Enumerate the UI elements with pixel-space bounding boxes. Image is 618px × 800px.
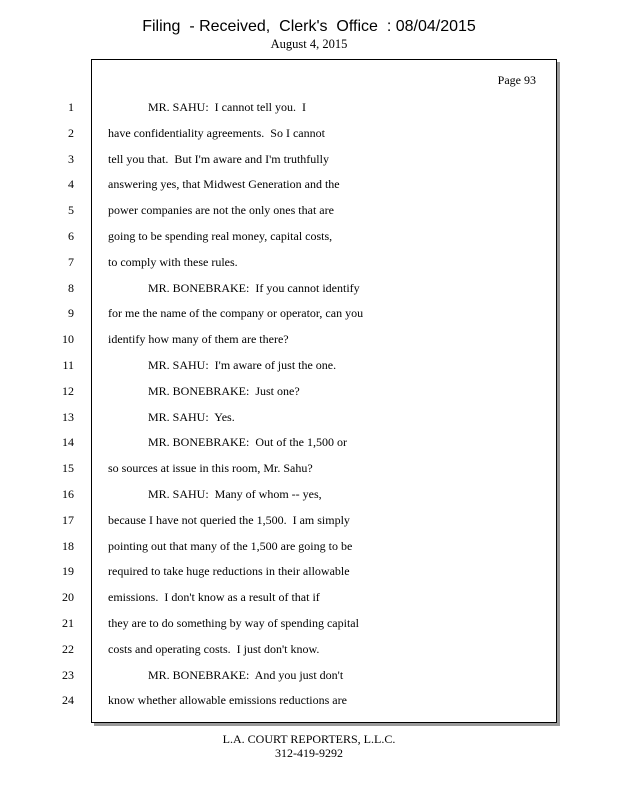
filing-stamp: Filing - Received, Clerk's Office : 08/04/2015 (142, 18, 476, 35)
line-number: 7 (68, 254, 74, 269)
reporter-phone: 312-419-9292 (275, 746, 343, 760)
reporter-company: L.A. COURT REPORTERS, L.L.C. (222, 732, 396, 746)
line-number: 10 (62, 332, 74, 347)
line-number: 13 (62, 409, 74, 424)
transcript-line (62, 326, 556, 352)
transcript-line (62, 533, 556, 559)
line-text: MR. BONEBRAKE: And you just don't (148, 667, 344, 682)
line-number: 3 (68, 151, 74, 166)
transcript-line (68, 223, 556, 249)
transcript-line (62, 378, 556, 404)
transcript-line (62, 404, 556, 430)
transcript-lines (62, 94, 556, 713)
line-text: have confidentiality agreements. So I cannot (108, 125, 325, 140)
transcript-line (68, 300, 556, 326)
line-number: 14 (62, 435, 74, 450)
line-text: identify how many of them are there? (108, 332, 289, 347)
line-text: to comply with these rules. (108, 254, 238, 269)
line-text: MR. BONEBRAKE: Out of the 1,500 or (148, 435, 347, 450)
line-text: MR. BONEBRAKE: Just one? (148, 383, 300, 398)
line-text: required to take huge reductions in their allowable (108, 564, 350, 579)
transcript-line (62, 610, 556, 636)
transcript-line (62, 507, 556, 533)
transcript-line (68, 171, 556, 197)
line-text: MR. SAHU: I cannot tell you. I (148, 100, 306, 114)
transcript-line (62, 584, 556, 610)
line-number: 16 (62, 486, 74, 501)
line-number: 2 (68, 125, 74, 140)
line-text: MR. SAHU: Yes. (148, 409, 235, 424)
transcript-line (62, 455, 556, 481)
line-number: 21 (62, 615, 74, 630)
line-number: 17 (62, 512, 74, 527)
line-number: 4 (68, 177, 74, 192)
filing-date: August 4, 2015 (270, 37, 348, 51)
line-number: 23 (62, 667, 74, 682)
line-text: because I have not queried the 1,500. I am simply (108, 512, 350, 527)
line-text: they are to do something by way of spending capital (108, 615, 359, 630)
transcript-line (62, 662, 556, 688)
transcript-line (68, 94, 556, 120)
line-text: going to be spending real money, capital costs, (108, 228, 333, 243)
line-text: pointing out that many of the 1,500 are going to be (108, 538, 353, 553)
line-number: 18 (62, 538, 74, 553)
line-number: 24 (62, 693, 74, 708)
transcript-line (68, 249, 556, 275)
line-number: 6 (68, 228, 74, 243)
line-text: tell you that. But I'm aware and I'm truthfully (108, 151, 329, 166)
transcript-line (68, 275, 556, 301)
transcript-line (62, 687, 556, 713)
transcript-line (68, 197, 556, 223)
transcript-line (62, 481, 556, 507)
transcript-line (68, 146, 556, 172)
line-text: MR. SAHU: Many of whom -- yes, (148, 486, 322, 501)
page-number: Page 93 (497, 73, 536, 87)
line-number: 11 (62, 357, 74, 372)
line-text: answering yes, that Midwest Generation and the (108, 177, 340, 192)
line-text: MR. BONEBRAKE: If you cannot identify (148, 280, 360, 295)
line-text: costs and operating costs. I just don't know. (108, 641, 320, 656)
transcript-line (62, 558, 556, 584)
line-text: emissions. I don't know as a result of that if (108, 590, 320, 605)
transcript-page (62, 59, 557, 723)
line-number: 15 (62, 461, 74, 476)
line-number: 19 (62, 564, 74, 579)
line-text: power companies are not the only ones that are (108, 203, 334, 218)
line-number: 20 (62, 590, 74, 605)
transcript-line (68, 120, 556, 146)
line-number: 22 (62, 641, 74, 656)
line-text: know whether allowable emissions reductions are (108, 693, 347, 708)
line-text: for me the name of the company or operator, can you (108, 306, 364, 321)
line-number: 12 (62, 383, 74, 398)
line-number: 9 (68, 306, 74, 321)
line-number: 8 (68, 280, 74, 295)
line-text: so sources at issue in this room, Mr. Sahu? (108, 461, 313, 476)
line-number: 5 (68, 203, 74, 218)
line-number: 1 (68, 100, 74, 114)
transcript-line (62, 429, 556, 455)
transcript-line (62, 636, 556, 662)
transcript-line (62, 352, 556, 378)
line-text: MR. SAHU: I'm aware of just the one. (148, 357, 337, 372)
